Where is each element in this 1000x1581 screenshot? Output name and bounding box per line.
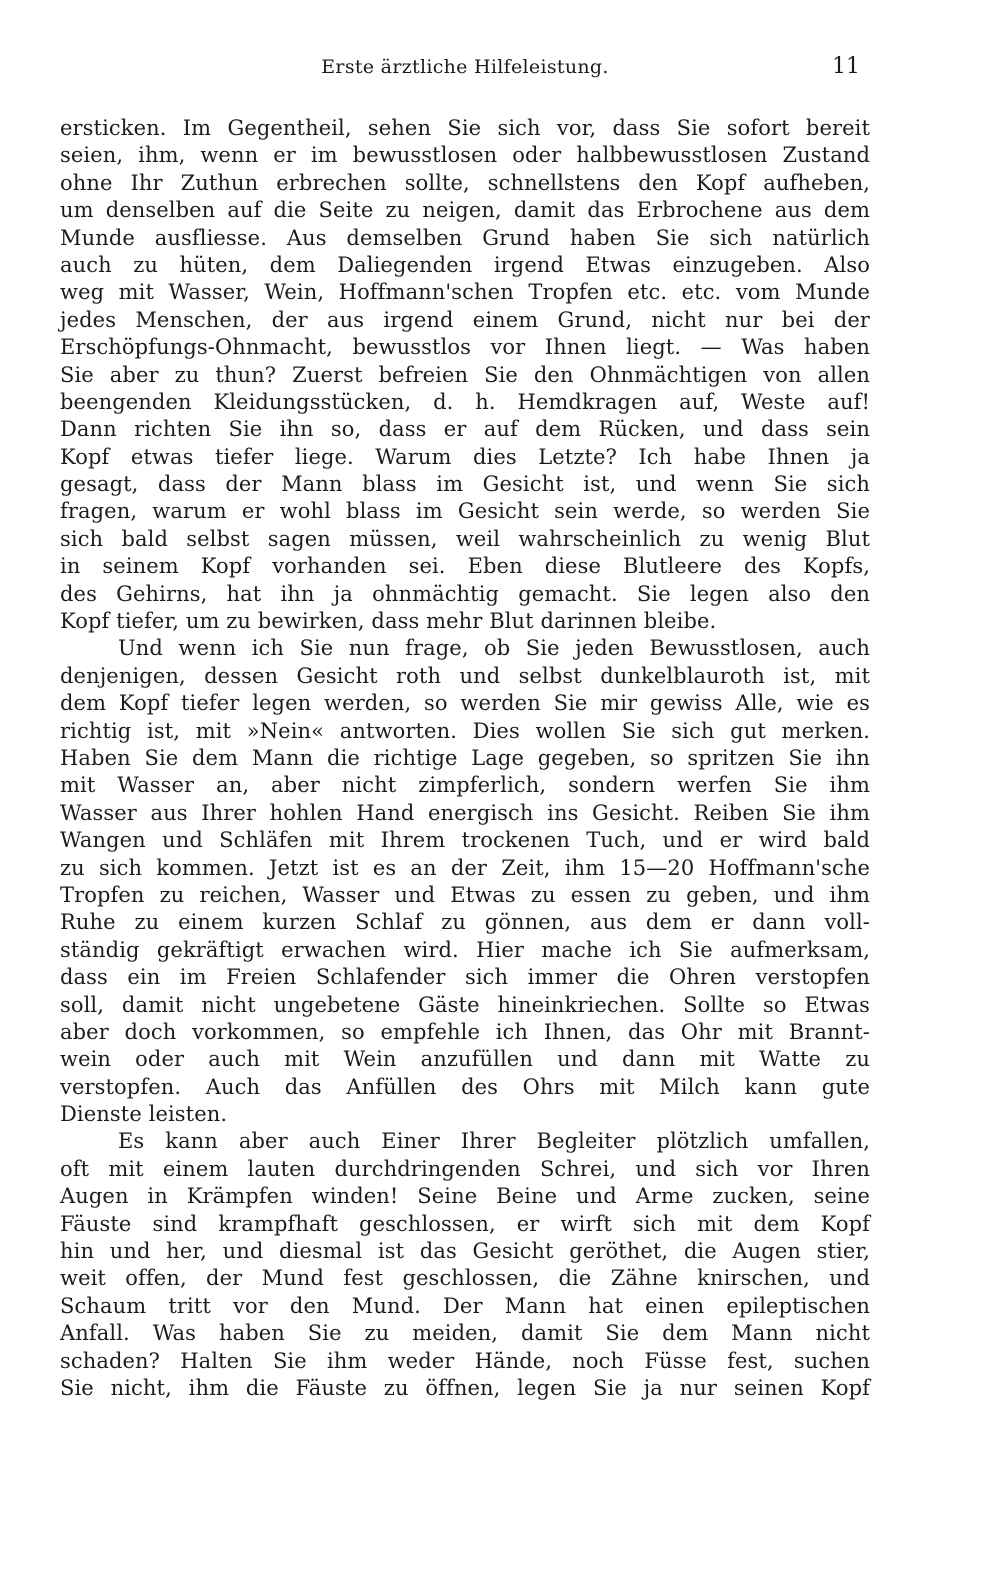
text-line: richtig ist, mit »Nein« antworten. Dies wollen Sie sich gut merken. bbox=[60, 718, 870, 743]
text-line: auch zu hüten, dem Daliegenden irgend Etwas einzugeben. Also bbox=[60, 252, 870, 277]
text-line: in seinem Kopf vorhanden sei. Eben diese Blutleere des Kopfs, bbox=[60, 554, 870, 579]
text-line: zu sich kommen. Jetzt ist es an der Zeit, ihm 15—20 Hoffmann'sche bbox=[60, 855, 870, 880]
text-line: des Gehirns, hat ihn ja ohnmächtig gemacht. Sie legen also den bbox=[60, 581, 870, 606]
text-line: hin und her, und diesmal ist das Gesicht geröthet, die Augen stier, bbox=[60, 1239, 870, 1264]
text-line: Wasser aus Ihrer hohlen Hand energisch ins Gesicht. Reiben Sie ihm bbox=[60, 800, 870, 825]
text-line: gesagt, dass der Mann blass im Gesicht ist, und wenn Sie sich bbox=[60, 472, 870, 497]
text-line: denjenigen, dessen Gesicht roth und selbst dunkelblauroth ist, mit bbox=[60, 663, 870, 688]
text-line: wein oder auch mit Wein anzufüllen und dann mit Watte zu bbox=[60, 1047, 870, 1072]
text-line: aber doch vorkommen, so empfehle ich Ihnen, das Ohr mit Brannt- bbox=[60, 1019, 870, 1044]
text-line: Sie aber zu thun? Zuerst befreien Sie den Ohnmächtigen von allen bbox=[60, 362, 870, 387]
running-title: Erste ärztliche Hilfeleistung. bbox=[321, 56, 609, 78]
text-line: oft mit einem lauten durchdringenden Schrei, und sich vor Ihren bbox=[60, 1156, 870, 1181]
text-line: jedes Menschen, der aus irgend einem Grund, nicht nur bei der bbox=[60, 307, 870, 332]
paragraph-start-line: Es kann aber auch Einer Ihrer Begleiter plötzlich umfallen, bbox=[118, 1129, 870, 1154]
text-line: sich bald selbst sagen müssen, weil wahrscheinlich zu wenig Blut bbox=[60, 526, 870, 551]
body-text bbox=[60, 115, 870, 1402]
paragraph-end-line: Dienste leisten. bbox=[60, 1102, 228, 1127]
paragraph-start-line: Und wenn ich Sie nun frage, ob Sie jeden Bewusstlosen, auch bbox=[118, 636, 870, 661]
text-line: Fäuste sind krampfhaft geschlossen, er wirft sich mit dem Kopf bbox=[60, 1211, 870, 1236]
text-line: Anfall. Was haben Sie zu meiden, damit Sie dem Mann nicht bbox=[60, 1321, 870, 1346]
text-line: ersticken. Im Gegentheil, sehen Sie sich vor, dass Sie sofort bereit bbox=[60, 116, 870, 140]
text-line: Ruhe zu einem kurzen Schlaf zu gönnen, aus dem er dann voll- bbox=[60, 910, 870, 935]
text-line: weg mit Wasser, Wein, Hoffmann'schen Tropfen etc. etc. vom Munde bbox=[60, 280, 870, 305]
text-line: mit Wasser an, aber nicht zimpferlich, sondern werfen Sie ihm bbox=[60, 773, 870, 798]
text-line: soll, damit nicht ungebetene Gäste hineinkriechen. Sollte so Etwas bbox=[60, 992, 870, 1017]
text-line: dass ein im Freien Schlafender sich immer die Ohren verstopfen bbox=[60, 965, 870, 990]
text-line: Schaum tritt vor den Mund. Der Mann hat einen epileptischen bbox=[60, 1293, 870, 1318]
text-line: Munde ausfliesse. Aus demselben Grund haben Sie sich natürlich bbox=[60, 225, 870, 250]
text-line: beengenden Kleidungsstücken, d. h. Hemdkragen auf, Weste auf! bbox=[60, 389, 870, 414]
text-line: weit offen, der Mund fest geschlossen, die Zähne knirschen, und bbox=[60, 1266, 870, 1291]
text-line: fragen, warum er wohl blass im Gesicht sein werde, so werden Sie bbox=[60, 499, 870, 524]
text-line: seien, ihm, wenn er im bewusstlosen oder halbbewusstlosen Zustand bbox=[60, 143, 870, 168]
text-line: Sie nicht, ihm die Fäuste zu öffnen, legen Sie ja nur seinen Kopf bbox=[60, 1375, 870, 1400]
text-line: dem Kopf tiefer legen werden, so werden Sie mir gewiss Alle, wie es bbox=[60, 691, 870, 716]
text-line: verstopfen. Auch das Anfüllen des Ohrs mit Milch kann gute bbox=[60, 1074, 870, 1099]
text-line: ohne Ihr Zuthun erbrechen sollte, schnellstens den Kopf aufheben, bbox=[60, 170, 870, 195]
text-line: um denselben auf die Seite zu neigen, damit das Erbrochene aus dem bbox=[60, 198, 870, 223]
text-line: ständig gekräftigt erwachen wird. Hier mache ich Sie aufmerksam, bbox=[60, 937, 870, 962]
text-line: Erschöpfungs-Ohnmacht, bewusstlos vor Ihnen liegt. — Was haben bbox=[60, 335, 870, 360]
text-line: schaden? Halten Sie ihm weder Hände, noch Füsse fest, suchen bbox=[60, 1348, 870, 1373]
page-number: 11 bbox=[832, 54, 860, 79]
text-line: Tropfen zu reichen, Wasser und Etwas zu essen zu geben, und ihm bbox=[60, 882, 870, 907]
text-line: Dann richten Sie ihn so, dass er auf dem Rücken, und dass sein bbox=[60, 417, 870, 442]
running-header bbox=[60, 52, 870, 82]
paragraph-end-line: Kopf tiefer, um zu bewirken, dass mehr Blut darinnen bleibe. bbox=[60, 609, 717, 634]
text-line: Wangen und Schläfen mit Ihrem trockenen Tuch, und er wird bald bbox=[60, 828, 870, 853]
text-line: Kopf etwas tiefer liege. Warum dies Letzte? Ich habe Ihnen ja bbox=[60, 444, 870, 469]
text-line: Haben Sie dem Mann die richtige Lage gegeben, so spritzen Sie ihn bbox=[60, 745, 870, 770]
text-line: Augen in Krämpfen winden! Seine Beine und Arme zucken, seine bbox=[60, 1184, 870, 1209]
